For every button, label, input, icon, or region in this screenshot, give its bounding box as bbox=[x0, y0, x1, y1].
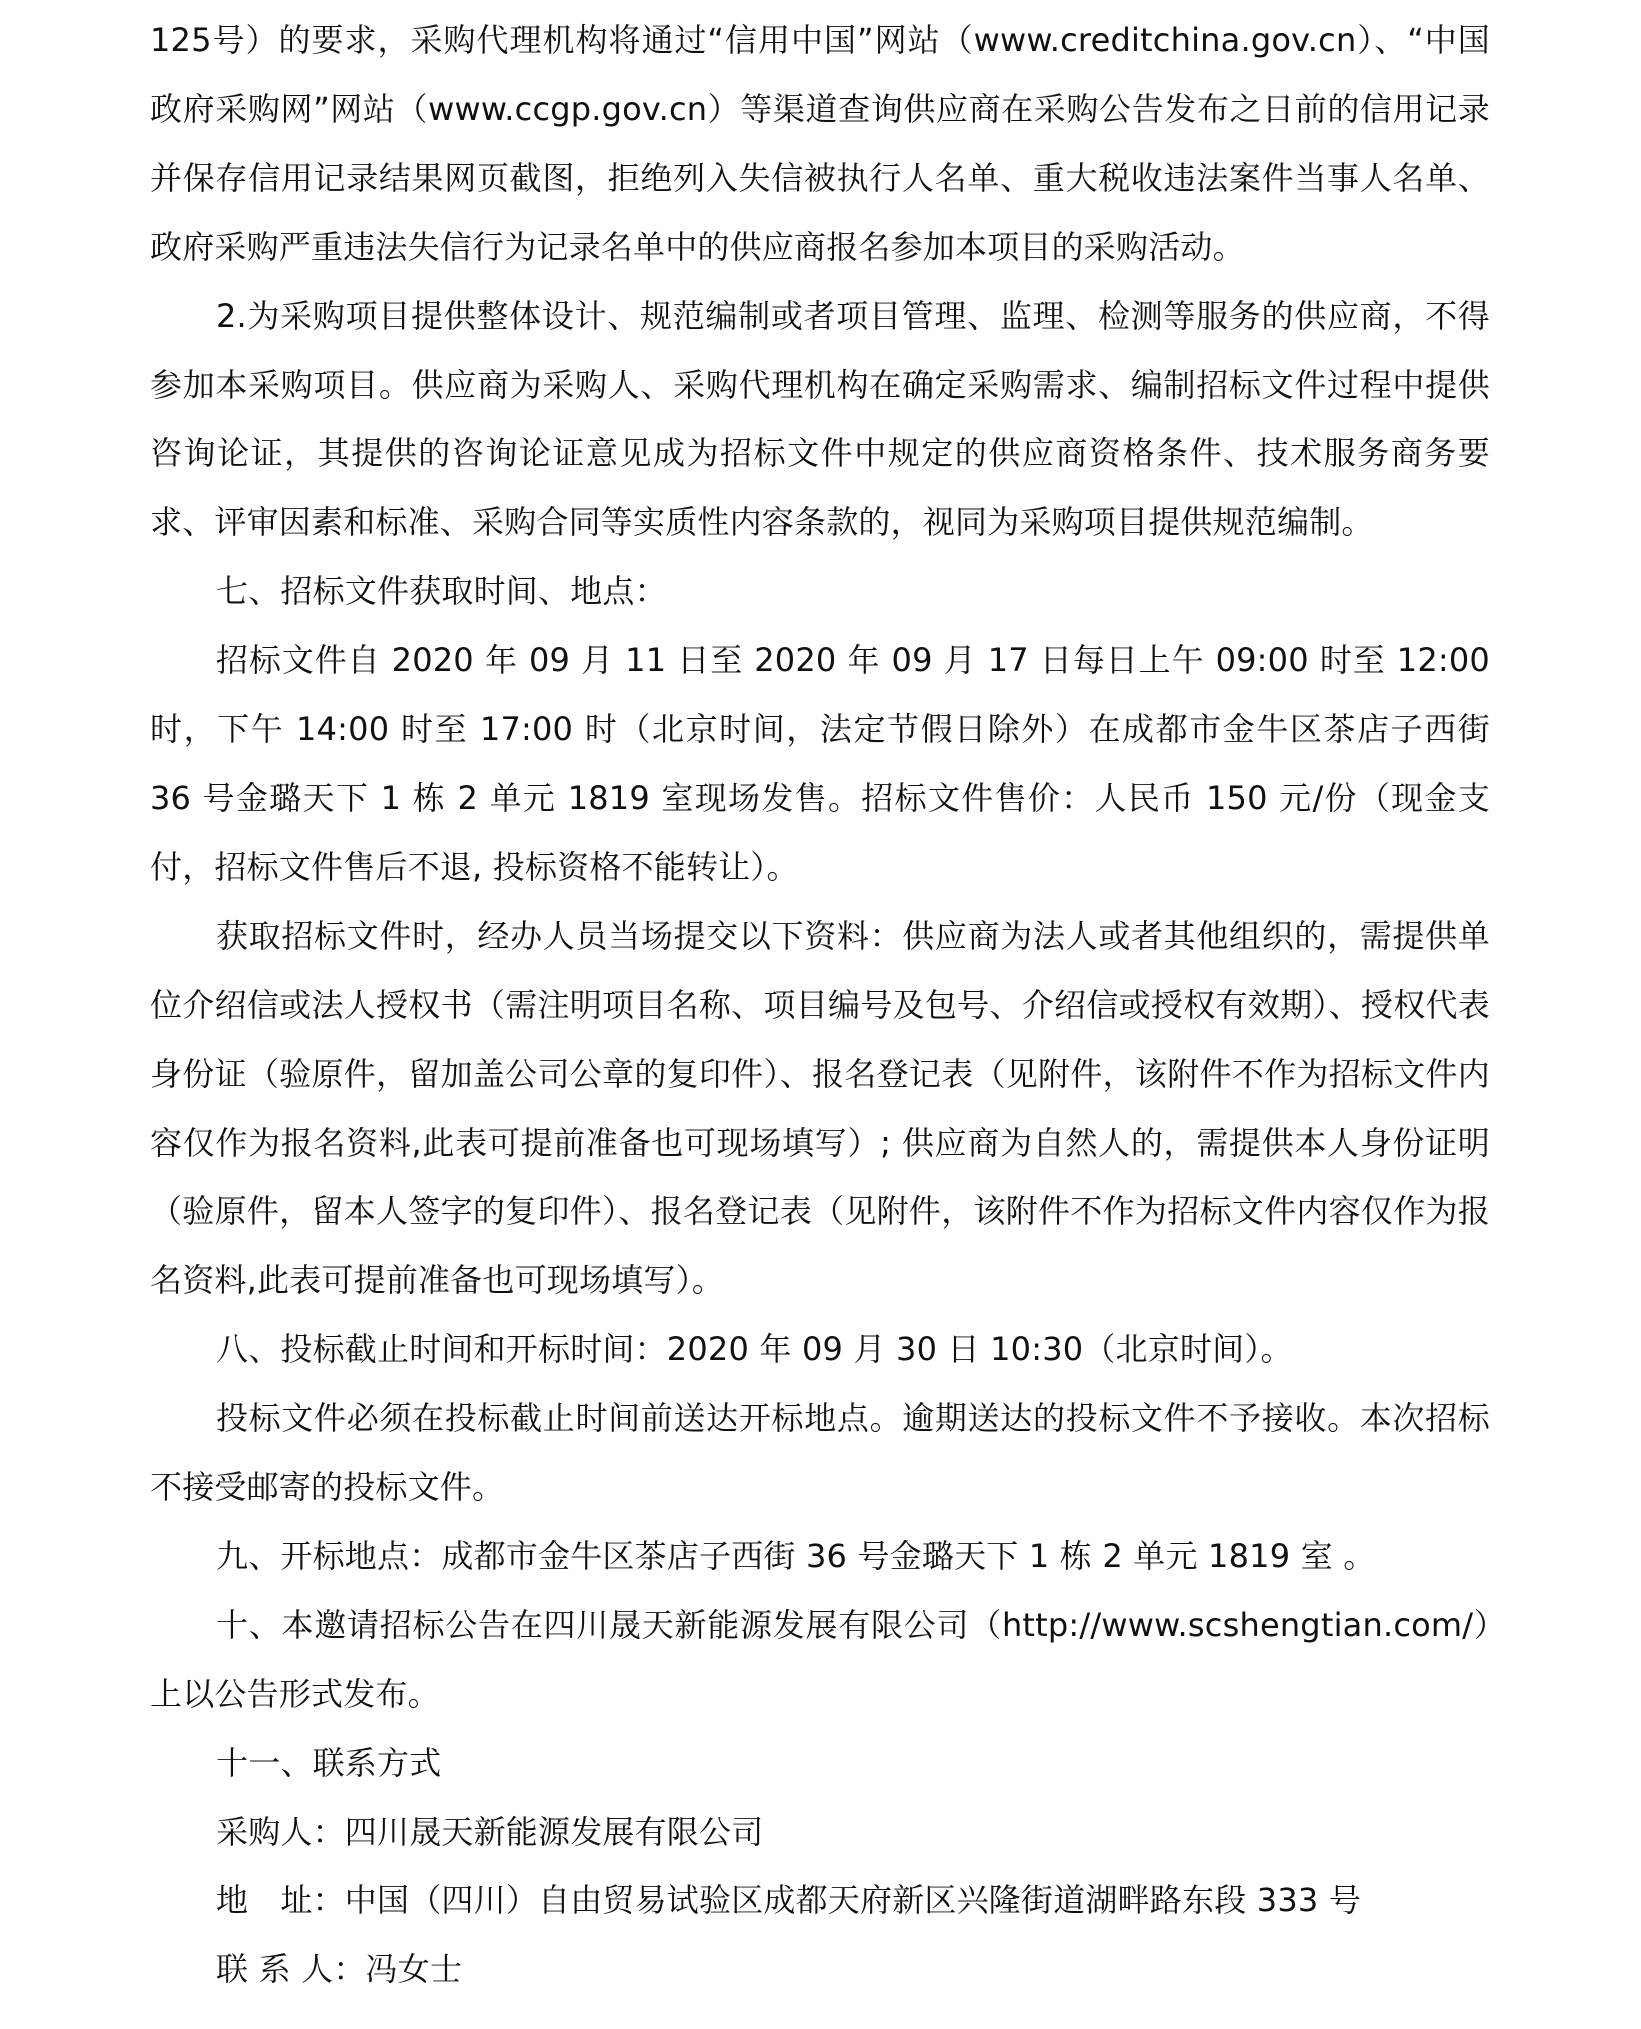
paragraph-credit-check-continued: 125号）的要求，采购代理机构将通过“信用中国”网站（www.creditchina.gov.cn）、“中国政府采购网”网站（www.ccgp.gov.cn）等渠道查询供应商在采购公告发布之日前的信用记录并保存信用记录结果网页截图，拒绝列入失信被执行人名单、重大税收违法案件当事人名单、政府采购严重违法失信行为记录名单中的供应商报名参加本项目的采购活动。 bbox=[150, 21, 1490, 266]
section-7-heading: 七、招标文件获取时间、地点： bbox=[216, 572, 667, 611]
section-9-heading: 九、开标地点：成都市金牛区茶店子西街 36 号金璐天下 1 栋 2 单元 1819 室 。 bbox=[216, 1536, 1376, 1575]
address-line: 地 址：中国（四川）自由贸易试验区成都天府新区兴隆街道湖畔路东段 333 号 bbox=[216, 1881, 1362, 1920]
contact-line: 联 系 人：冯女士 bbox=[216, 1950, 463, 1989]
paragraph-section-10: 十、本邀请招标公告在四川晟天新能源发展有限公司（http://www.scshengtian.com/）上以公告形式发布。 bbox=[150, 1605, 1490, 1713]
section-8-heading: 八、投标截止时间和开标时间：2020 年 09 月 30 日 10:30（北京时间）。 bbox=[216, 1330, 1293, 1369]
purchaser-line: 采购人：四川晟天新能源发展有限公司 bbox=[216, 1812, 764, 1851]
paragraph-section-7-time-place: 招标文件自 2020 年 09 月 11 日至 2020 年 09 月 17 日每日上午 09:00 时至 12:00 时，下午 14:00 时至 17:00 时（北京时间，法定节假日除外）在成都市金牛区茶店子西街 36 号金璐天下 1 栋 2 单元 1819 室现场发售。招标文件售价：人民币 150 元/份（现金支付，招标文件售后不退, 投标资格不能转让）。 bbox=[150, 641, 1490, 886]
document-page bbox=[150, 6, 1490, 2004]
section-11-heading: 十一、联系方式 bbox=[216, 1743, 442, 1782]
paragraph-section-8-detail: 投标文件必须在投标截止时间前送达开标地点。逾期送达的投标文件不予接收。本次招标不接受邮寄的投标文件。 bbox=[150, 1399, 1490, 1507]
paragraph-clause-2: 2.为采购项目提供整体设计、规范编制或者项目管理、监理、检测等服务的供应商，不得参加本采购项目。供应商为采购人、采购代理机构在确定采购需求、编制招标文件过程中提供咨询论证，其提供的咨询论证意见成为招标文件中规定的供应商资格条件、技术服务商务要求、评审因素和标准、采购合同等实质性内容条款的，视同为采购项目提供规范编制。 bbox=[150, 296, 1490, 542]
paragraph-section-7-materials: 获取招标文件时，经办人员当场提交以下资料：供应商为法人或者其他组织的，需提供单位介绍信或法人授权书（需注明项目名称、项目编号及包号、介绍信或授权有效期）、授权代表身份证（验原件，留加盖公司公章的复印件）、报名登记表（见附件，该附件不作为招标文件内容仅作为报名资料,此表可提前准备也可现场填写）; 供应商为自然人的，需提供本人身份证明（验原件，留本人签字的复印件）、报名登记表（见附件，该附件不作为招标文件内容仅作为报名资料,此表可提前准备也可现场填写）。 bbox=[150, 916, 1490, 1300]
